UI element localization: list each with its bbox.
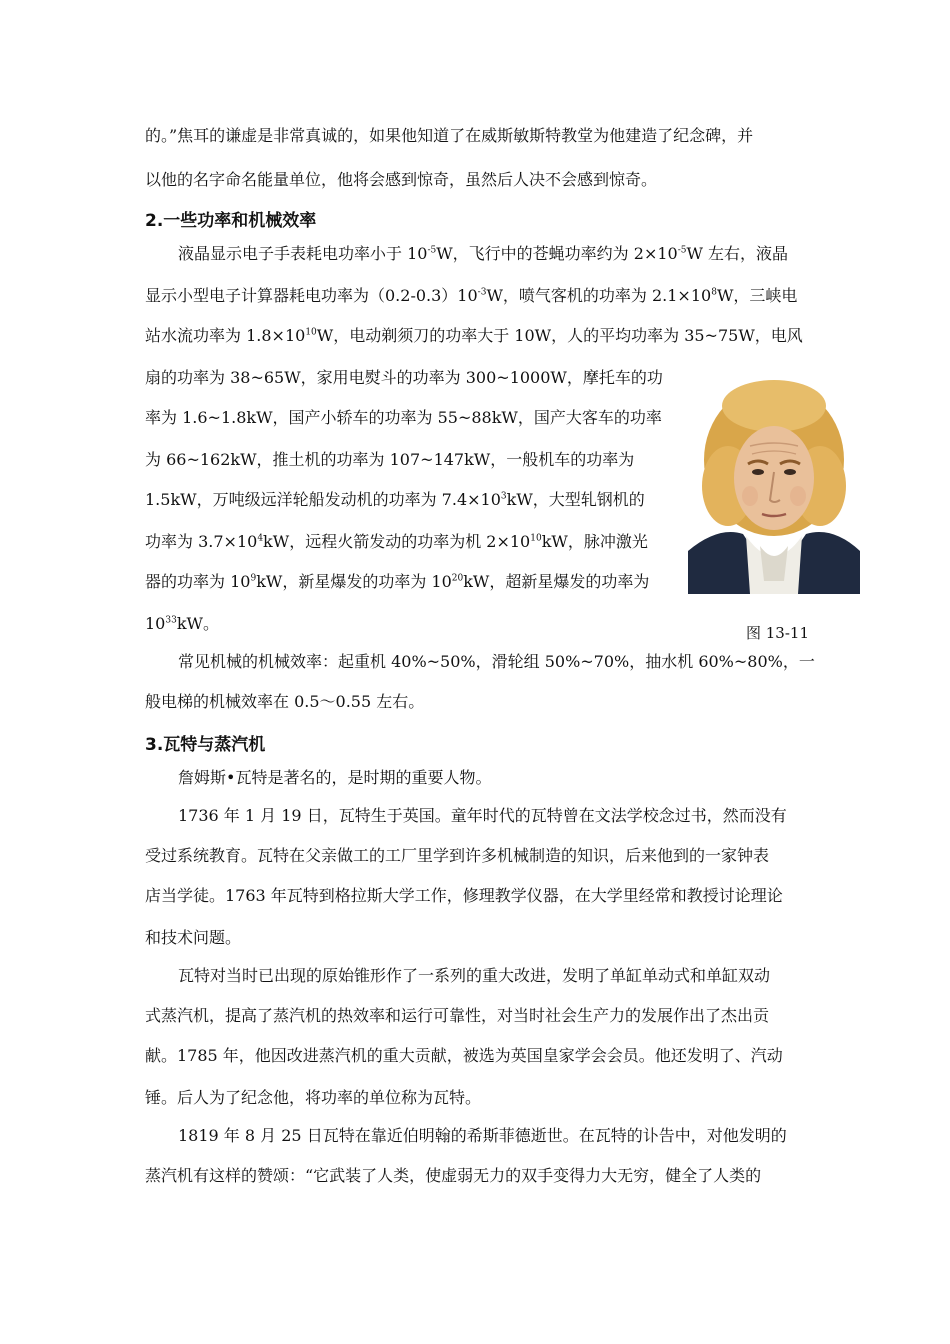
s3-p1: 詹姆斯•瓦特是著名的，是时期的重要人物。 [178, 768, 492, 787]
s3-p3-line-4: 锤。后人为了纪念他，将功率的单位称为瓦特。 [145, 1088, 482, 1107]
s2-p2-line-1: 常见机械的机械效率：起重机 40%~50%，滑轮组 50%~70%，抽水机 60%~80%，一 [178, 652, 815, 671]
s2-p1-line-8: 功率为 $3.7\times 10^4kW$，远程火箭发动的功率为机 $2\times 10^{10}kW$，脉冲激光 [145, 532, 648, 551]
s3-p3-line-1: 瓦特对当时已出现的原始锥形作了一系列的重大改进，发明了单缸单动式和单缸双动 [178, 966, 771, 985]
s2-p1-line-5: 率为 1.6~1.8kW，国产小轿车的功率为 55~88kW，国产大客车的功率 [145, 408, 662, 427]
s2-p1-line-10: $10^{33}kW$。 [145, 614, 219, 633]
s2-p1-line-3: 站水流功率为 $1.8\times 10^{10}W$，电动剃须刀的功率大于 10W，人的平均功率为 35~75W，电风 [145, 326, 803, 345]
figure-caption: 图 13-11 [746, 624, 810, 642]
s2-p1-line-2: 显示小型电子计算器耗电功率为$(0.2-0.3)10^{-3}W$，喷气客机的功率为 $2.1\times 10^8W$，三峡电 [145, 286, 798, 305]
s2-p1-line-7: 1.5kW，万吨级远洋轮船发动机的功率为 $7.4\times 10^3kW$，大型轧钢机的 [145, 490, 645, 509]
s2-p1-line-4: 扇的功率为 38~65W，家用电熨斗的功率为 300~1000W，摩托车的功 [145, 368, 663, 387]
s3-p4-line-2: 蒸汽机有这样的赞颂：“它武装了人类，使虚弱无力的双手变得力大无穷，健全了人类的 [145, 1166, 762, 1185]
s2-p1-line-6: 为 66~162kW，推土机的功率为 107~147kW，一般机车的功率为 [145, 450, 635, 469]
section-3-heading: 3.瓦特与蒸汽机 [145, 735, 266, 755]
s3-p4-line-1: 1819 年 8 月 25 日瓦特在靠近伯明翰的希斯菲德逝世。在瓦特的讣告中，对他发明的 [178, 1126, 787, 1145]
s3-p2-line-1: 1736 年 1 月 19 日，瓦特生于英国。童年时代的瓦特曾在文法学校念过书，然而没有 [178, 806, 787, 825]
portrait-icon [688, 376, 860, 594]
s3-p3-line-3: 献。1785 年，他因改进蒸汽机的重大贡献，被选为英国皇家学会会员。他还发明了、汽动 [145, 1046, 783, 1065]
portrait-figure [688, 376, 860, 594]
s3-p3-line-2: 式蒸汽机，提高了蒸汽机的热效率和运行可靠性，对当时社会生产力的发展作出了杰出贡 [145, 1006, 770, 1025]
s2-p2-line-2: 般电梯的机械效率在 0.5～0.55 左右。 [145, 692, 425, 711]
s2-p1-line-1: 液晶显示电子手表耗电功率小于 $10^{-5}W$，飞行中的苍蝇功率约为 $2\times 10^{-5}W$ 左右，液晶 [178, 244, 789, 263]
s3-p2-line-3: 店当学徒。1763 年瓦特到格拉斯大学工作，修理教学仪器，在大学里经常和教授讨论理论 [145, 886, 783, 905]
section-2-heading: 2.一些功率和机械效率 [145, 211, 317, 231]
s2-p1-line-9: 器的功率为 $10^9kW$，新星爆发的功率为 $10^{20}kW$，超新星爆发的功率为 [145, 572, 650, 591]
intro-line-2: 以他的名字命名能量单位，他将会感到惊奇，虽然后人决不会感到惊奇。 [145, 170, 658, 189]
s3-p2-line-4: 和技术问题。 [145, 928, 242, 947]
s3-p2-line-2: 受过系统教育。瓦特在父亲做工的工厂里学到许多机械制造的知识，后来他到的一家钟表 [145, 846, 770, 865]
intro-line-1: 的。”焦耳的谦虚是非常真诚的，如果他知道了在威斯敏斯特教堂为他建造了纪念碑，并 [145, 126, 754, 145]
